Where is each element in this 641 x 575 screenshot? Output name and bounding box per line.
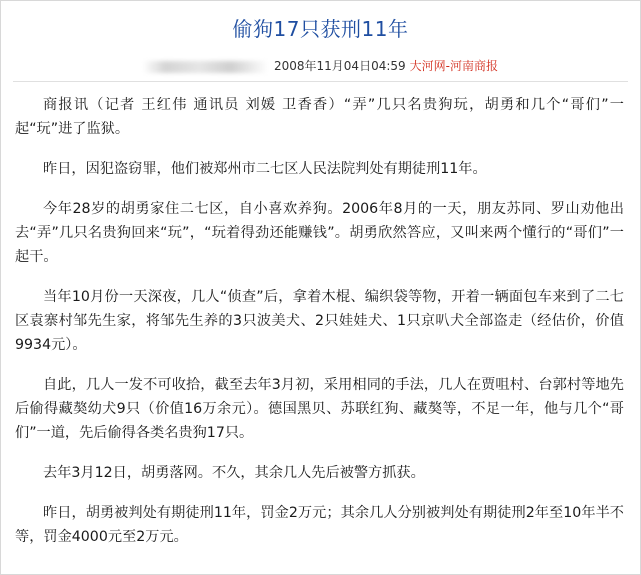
paragraph: 商报讯（记者 王红伟 通讯员 刘媛 卫香香）“弄”几只名贵狗玩，胡勇和几个“哥们”一起“玩”进了监狱。 xyxy=(15,97,624,137)
blurred-author xyxy=(143,61,268,73)
article-meta xyxy=(1,57,640,74)
paragraph: 当年10月份一天深夜，几人“侦查”后，拿着木棍、编织袋等物，开着一辆面包车来到了二七区袁寨村邹先生家，将邹先生养的3只波美犬、2只娃娃犬、1只京叭犬全部盗走（经估价，价值9934元）。 xyxy=(15,289,624,353)
article-source-link[interactable]: 大河网-河南商报 xyxy=(409,59,498,73)
article-date: 2008年11月04日04:59 xyxy=(273,59,406,73)
paragraph: 今年28岁的胡勇家住二七区，自小喜欢养狗。2006年8月的一天，朋友苏同、罗山劝他出去“弄”几只名贵狗回来“玩”，“玩着得劲还能赚钱”。胡勇欣然答应，又叫来两个懂行的“哥们”一起干。 xyxy=(15,201,624,265)
divider xyxy=(13,81,628,82)
paragraph: 昨日，胡勇被判处有期徒刑11年，罚金2万元；其余几人分别被判处有期徒刑2年至10年半不等，罚金4000元至2万元。 xyxy=(15,505,624,545)
paragraph: 自此，几人一发不可收拾，截至去年3月初，采用相同的手法，几人在贾咀村、台郭村等地先后偷得藏獒幼犬9只（价值16万余元）。德国黑贝、苏联红狗、藏獒等，不足一年，他与几个“哥们”一道，先后偷得各类名贵狗17只。 xyxy=(15,377,624,441)
paragraph: 昨日，因犯盗窃罪，他们被郑州市二七区人民法院判处有期徒刑11年。 xyxy=(43,161,487,177)
article-body xyxy=(15,93,624,565)
article-title: 偷狗17只获刑11年 xyxy=(232,17,409,41)
paragraph: 去年3月12日，胡勇落网。不久，其余几人先后被警方抓获。 xyxy=(43,465,425,481)
